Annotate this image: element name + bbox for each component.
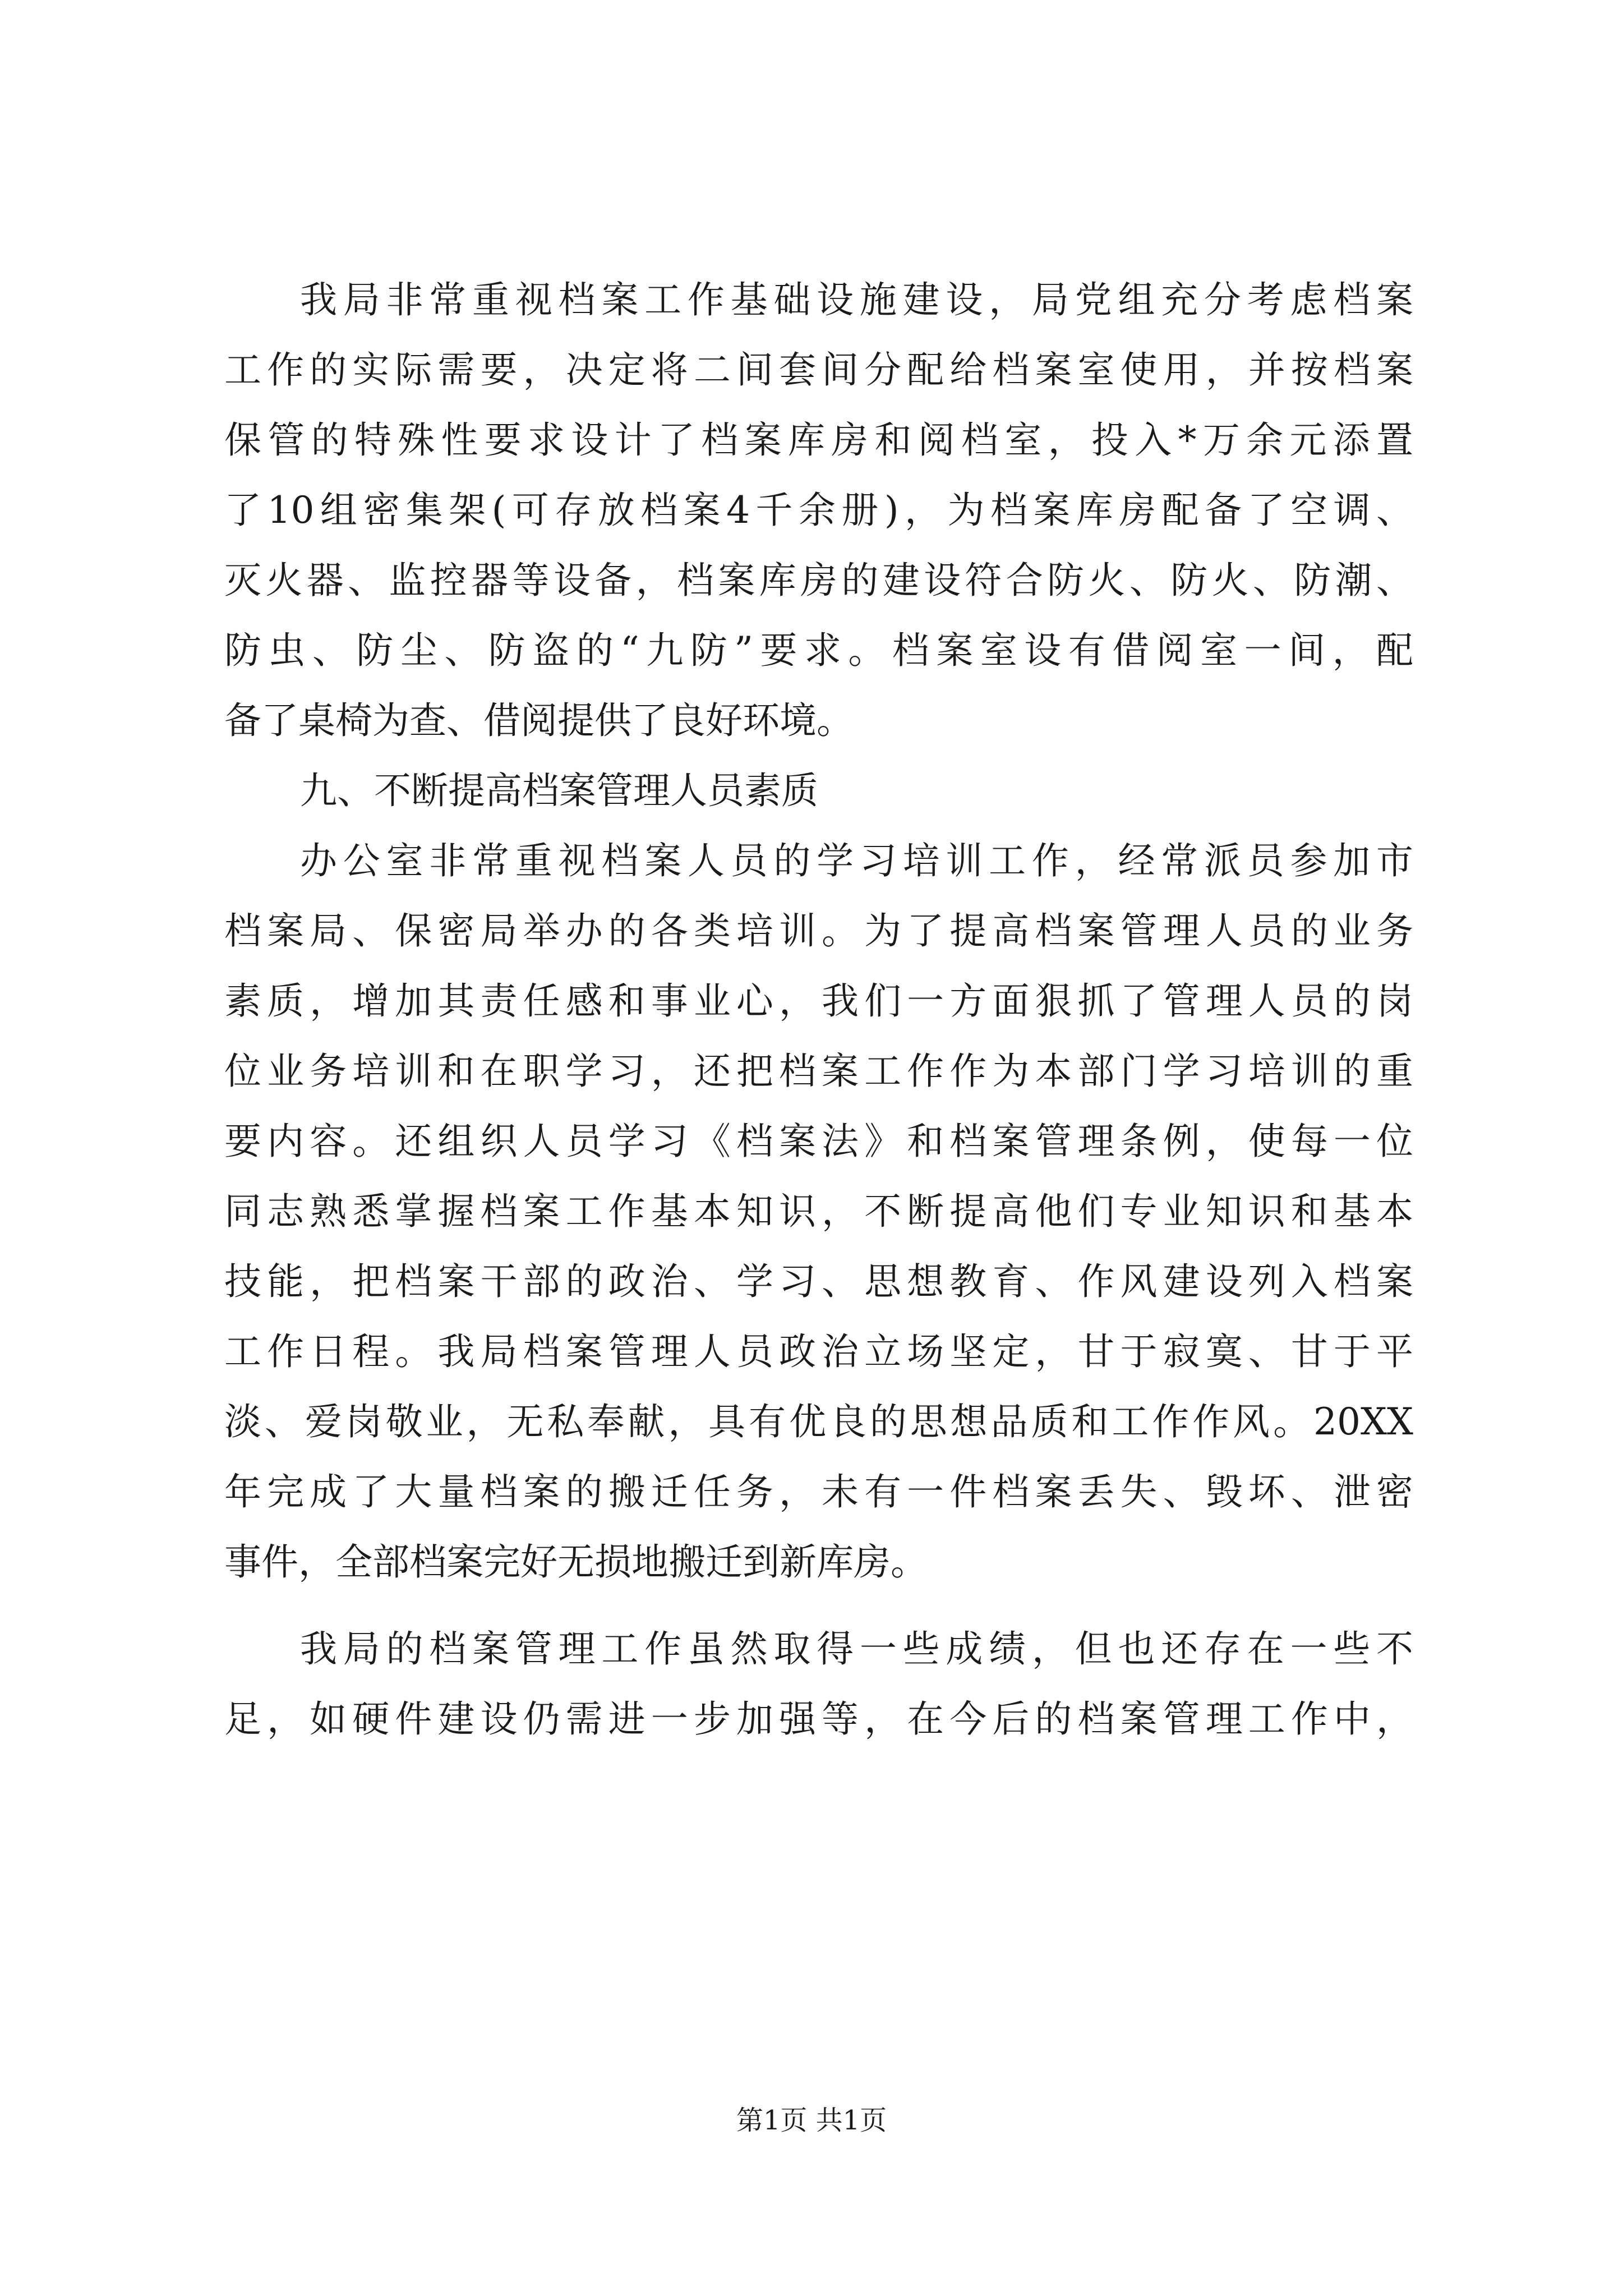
paragraph-2-line-2: 档案局、保密局举办的各类培训。为了提高档案管理人员的业务 — [224, 909, 1413, 953]
paragraph-1-line-1: 我局非常重视档案工作基础设施建设，局党组充分考虑档案 — [300, 278, 1413, 321]
section-heading: 九、不断提高档案管理人员素质 — [300, 769, 818, 812]
paragraph-1-line-6: 防虫、防尘、防盗的“九防”要求。档案室设有借阅室一间，配 — [224, 629, 1413, 672]
paragraph-2-line-1: 办公室非常重视档案人员的学习培训工作，经常派员参加市 — [300, 839, 1413, 882]
paragraph-2-line-4: 位业务培训和在职学习，还把档案工作作为本部门学习培训的重 — [224, 1050, 1413, 1093]
paragraph-3-line-1: 我局的档案管理工作虽然取得一些成绩，但也还存在一些不 — [300, 1627, 1413, 1671]
paragraph-1-line-7: 备了桌椅为查、借阅提供了良好环境。 — [224, 699, 854, 742]
paragraph-2-line-10: 年完成了大量档案的搬迁任务，未有一件档案丢失、毁坏、泄密 — [224, 1470, 1413, 1513]
page-footer: 第1页 共1页 — [736, 2105, 887, 2136]
paragraph-2-line-11: 事件，全部档案完好无损地搬迁到新库房。 — [224, 1540, 928, 1584]
paragraph-1-line-3: 保管的特殊性要求设计了档案库房和阅档室，投入*万余元添置 — [224, 418, 1413, 462]
paragraph-3-line-2: 足，如硬件建设仍需进一步加强等，在今后的档案管理工作中， — [224, 1697, 1413, 1741]
paragraph-2-line-3: 素质，增加其责任感和事业心，我们一方面狠抓了管理人员的岗 — [224, 979, 1413, 1023]
paragraph-2-line-7: 技能，把档案干部的政治、学习、思想教育、作风建设列入档案 — [224, 1260, 1413, 1303]
paragraph-2-line-5: 要内容。还组织人员学习《档案法》和档案管理条例，使每一位 — [224, 1120, 1413, 1163]
paragraph-2-line-9: 淡、爱岗敬业，无私奉献，具有优良的思想品质和工作作风。20XX — [224, 1400, 1413, 1443]
paragraph-2-line-6: 同志熟悉掌握档案工作基本知识，不断提高他们专业知识和基本 — [224, 1190, 1413, 1233]
paragraph-1-line-4: 了10组密集架(可存放档案4千余册)，为档案库房配备了空调、 — [224, 489, 1413, 532]
paragraph-1-line-2: 工作的实际需要，决定将二间套间分配给档案室使用，并按档案 — [224, 348, 1413, 392]
paragraph-2-line-8: 工作日程。我局档案管理人员政治立场坚定，甘于寂寞、甘于平 — [224, 1330, 1413, 1373]
paragraph-1-line-5: 灭火器、监控器等设备，档案库房的建设符合防火、防火、防潮、 — [224, 559, 1413, 602]
